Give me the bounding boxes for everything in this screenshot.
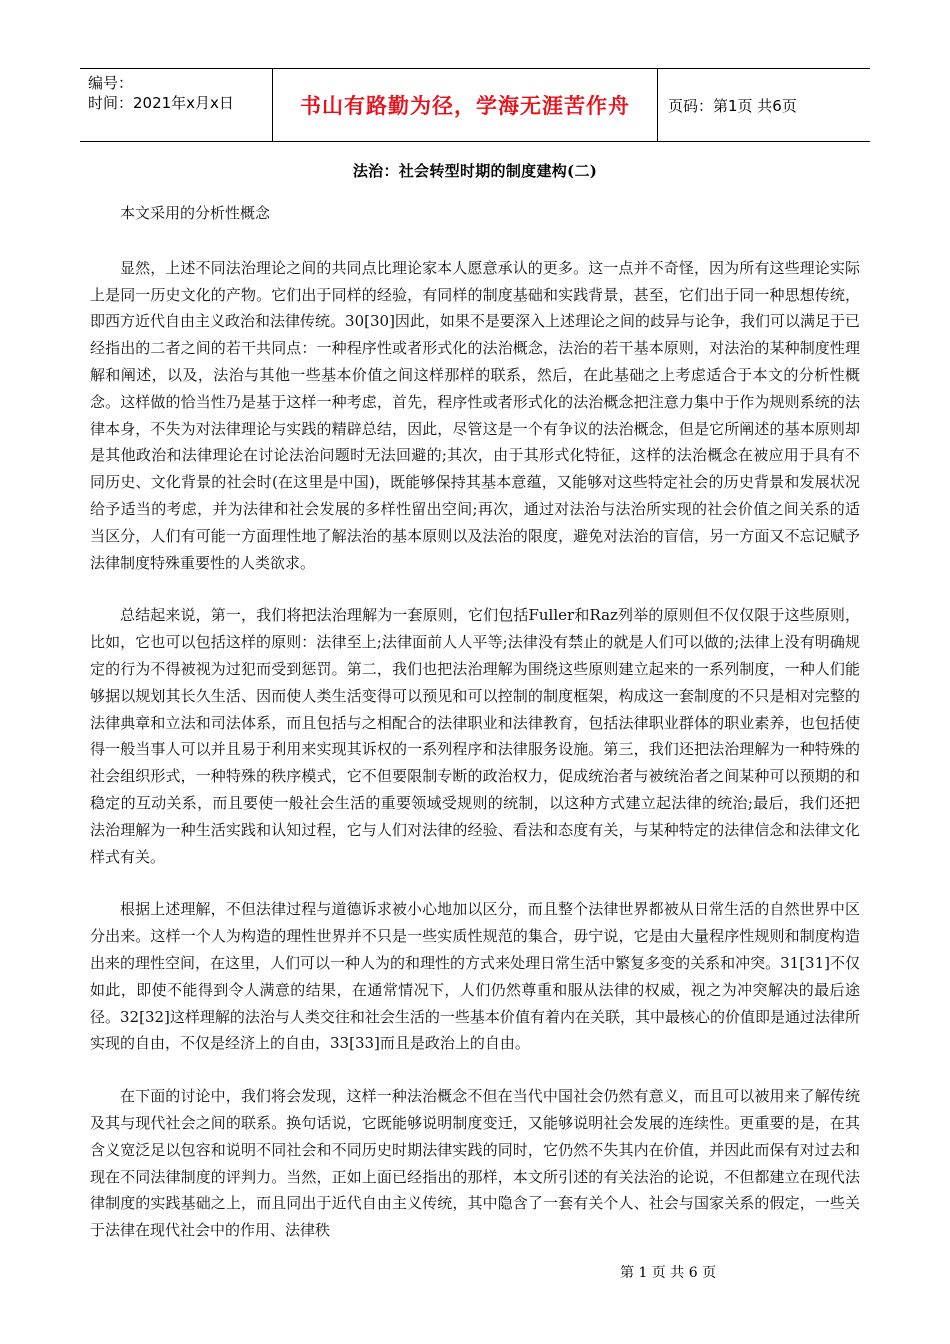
page-footer: 第 1 页 共 6 页 — [620, 1265, 717, 1281]
header-meta — [80, 69, 272, 141]
header-motto: 书山有路勤为径，学海无涯苦作舟 — [300, 94, 630, 118]
header-motto-cell — [272, 69, 658, 141]
document-number-label: 编号： — [88, 74, 134, 92]
page-header — [80, 68, 870, 142]
header-page-info: 页码：第1页 共6页 — [668, 96, 797, 115]
document-title: 法治：社会转型时期的制度建构(二) — [352, 162, 598, 180]
body-paragraph: 根据上述理解，不但法律过程与道德诉求被小心地加以区分，而且整个法律世界都被从日常生活的自然世界中区分出来。这样一个人为构造的理性世界并不只是一些实质性规范的集合，毋宁说，它是由大量程序性规则和制度构造出来的理性空间，在这里，人们可以一种人为的和理性的方式来处理日常生活中繁复多变的关系和冲突。31[31]不仅如此，即使不能得到令人满意的结果，在通常情况下，人们仍然尊重和服从法律的权威，视之为冲突解决的最后途径。32[32]这样理解的法治与人类交往和社会生活的一些基本价值有着内在关联，其中最核心的价值即是通过法律所实现的自由，不仅是经济上的自由，33[33]而且是政治上的自由。 — [90, 900, 860, 1053]
body-paragraph: 在下面的讨论中，我们将会发现，这样一种法治概念不但在当代中国社会仍然有意义，而且可以被用来了解传统及其与现代社会之间的联系。换句话说，它既能够说明制度变迁，又能够说明社会发展的连续性。更重要的是，在其含义宽泛足以包容和说明不同社会和不同历史时期法律实践的同时，它仍然不失其内在价值，并因此而保有对过去和现在不同法律制度的评判力。当然，正如上面已经指出的那样，本文所引述的有关法治的论说，不但都建立在现代法律制度的实践基础之上，而且同出于近代自由主义传统，其中隐含了一套有关个人、社会与国家关系的假定，一些关于法律在现代社会中的作用、法律秩 — [90, 1087, 860, 1240]
document-body — [90, 200, 860, 1270]
section-heading: 本文采用的分析性概念 — [120, 204, 271, 222]
body-paragraph: 显然，上述不同法治理论之间的共同点比理论家本人愿意承认的更多。这一点并不奇怪，因为所有这些理论实际上是同一历史文化的产物。它们出于同样的经验，有同样的制度基础和实践背景，甚至，它们出于同一种思想传统，即西方近代自由主义政治和法律传统。30[30]因此，如果不是要深入上述理论之间的歧异与论争，我们可以满足于已经指出的二者之间的若干共同点：一种程序性或者形式化的法治概念，法治的若干基本原则，对法治的某种制度性理解和阐述，以及，法治与其他一些基本价值之间这样那样的联系，然后，在此基础之上考虑适合于本文的分析性概念。这样做的恰当性乃是基于这样一种考虑，首先，程序性或者形式化的法治概念把注意力集中于作为规则系统的法律本身，不失为对法律理论与实践的精辟总结，因此，尽管这是一个有争议的法治概念，但是它所阐述的基本原则却是其他政治和法律理论在讨论法治问题时无法回避的;其次，由于其形式化特征，这样的法治概念在被应用于具有不同历史、文化背景的社会时(在这里是中国)，既能够保持其基本意蕴，又能够对这些特定社会的历史背景和发展状况给予适当的考虑，并为法律和社会发展的多样性留出空间;再次，通过对法治与法治所实现的社会价值之间关系的适当区分，人们有可能一方面理性地了解法治的基本原则以及法治的限度，避免对法治的盲信，另一方面又不忘记赋予法律制度特殊重要性的人类欲求。 — [90, 258, 860, 572]
body-paragraph: 总结起来说，第一，我们将把法治理解为一套原则，它们包括Fuller和Raz列举的原则但不仅仅限于这些原则，比如，它也可以包括这样的原则：法律至上;法律面前人人平等;法律没有禁止的就是人们可以做的;法律上没有明确规定的行为不得被视为过犯而受到惩罚。第二，我们也把法治理解为围绕这些原则建立起来的一系列制度，一种人们能够据以规划其长久生活、因而使人类生活变得可以预见和可以控制的制度框架，构成这一套制度的不只是相对完整的法律典章和立法和司法体系，而且包括与之相配合的法律职业和法律教育，包括法律职业群体的职业素养，也包括使得一般当事人可以并且易于利用来实现其诉权的一系列程序和法律服务设施。第三，我们还把法治理解为一种特殊的社会组织形式，一种特殊的秩序模式，它不但要限制专断的政治权力，促成统治者与被统治者之间某种可以预期的和稳定的互动关系，而且要使一般社会生活的重要领域受规则的统制，以这种方式建立起法律的统治;最后，我们还把法治理解为一种生活实践和认知过程，它与人们对法律的经验、看法和态度有关，与某种特定的法律信念和法律文化样式有关。 — [90, 606, 860, 866]
document-date-label: 时间：2021年x月x日 — [88, 94, 234, 112]
